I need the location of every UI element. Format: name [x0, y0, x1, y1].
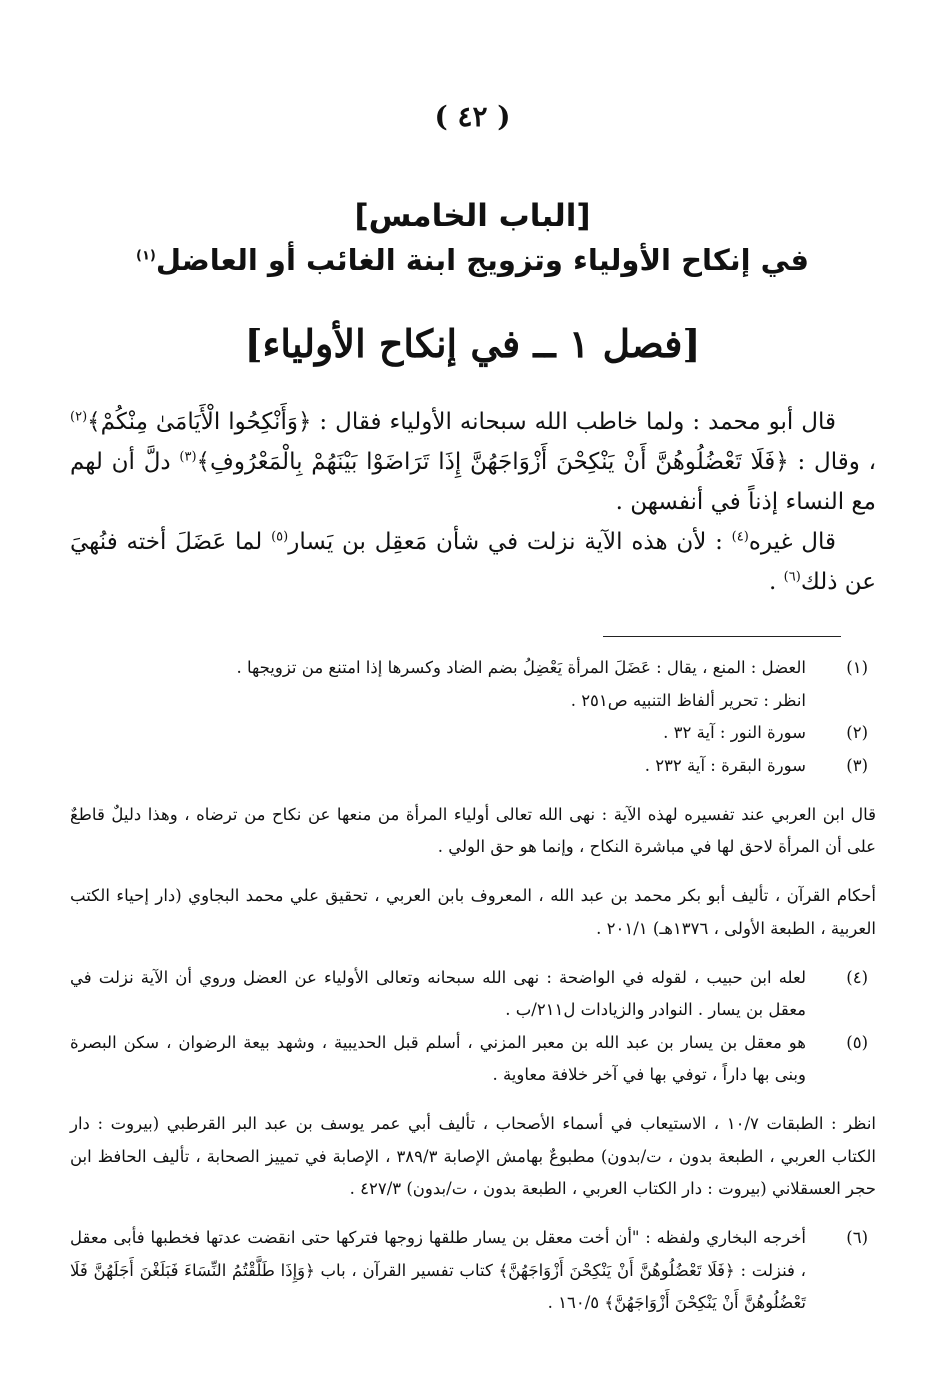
footnote — [70, 750, 876, 783]
footnote-line: أخرجه البخاري ولفظه : "أن أخت معقل بن يسار طلقها زوجها فتركها حتى انقضت عدتها فخطبها فأبى معقل ، فنزلت : ﴿فَلَا تَعْضُلُوهُنَّ أَنْ يَنْكِحْنَ أَزْوَاجَهُنَّ﴾ كتاب تفسير القرآن ، باب ﴿وَإِذَا طَلَّقْتُمُ النِّسَاءَ فَبَلَغْنَ أَجَلَهُنَّ فَلَا تَعْضُلُوهُنَّ أَنْ يَنْكِحْنَ أَزْوَاجَهُنَّ﴾ ١٦٠/٥ . — [70, 1228, 806, 1312]
footnote-number: (٢) — [846, 723, 868, 742]
footnote-number: (٦) — [846, 1228, 868, 1247]
footnote-continuation — [70, 1108, 876, 1206]
footnote-line: هو معقل بن يسار بن عبد الله بن معبر المزني ، أسلم قبل الحديبية ، وشهد بيعة الرضوان ، سكن البصرة وبنى بها داراً ، توفي بها في آخر خلافة معاوية . — [70, 1032, 806, 1084]
paragraph-text: دلَّ أن لهم مع النساء إذناً في أنفسهن . — [70, 449, 876, 515]
footnote-line: سورة النور : آية ٣٢ . — [663, 723, 806, 742]
footnote — [70, 1027, 876, 1092]
footnote-ref: (٥) — [271, 529, 289, 545]
page-number: ( ٤٢ ) — [434, 100, 511, 133]
footnote-continuation — [70, 799, 876, 946]
footnote — [70, 962, 876, 1027]
footnote-line: سورة البقرة : آية ٢٣٢ . — [644, 755, 806, 775]
footnote-body — [70, 717, 806, 750]
footnote-number: (١) — [846, 658, 868, 677]
footnote-separator — [603, 636, 841, 637]
footnote-line: قال ابن العربي عند تفسيره لهذه الآية : نهى الله تعالى أولياء المرأة من منعها عن نكاح من ترضاه ، وهذا دليلٌ قاطعٌ على أن المرأة لاحق لها في مباشرة النكاح ، وإنما هو حق الولي . — [70, 804, 876, 856]
chapter-subtitle — [40, 238, 905, 282]
footnote-ref: (٣) — [179, 449, 197, 465]
footnote-number: (٥) — [846, 1032, 868, 1052]
footnote-ref: (٤) — [731, 529, 749, 545]
footnote — [70, 717, 876, 750]
footnote-line: أحكام القرآن ، تأليف أبو بكر محمد بن عبد الله ، المعروف بابن العربي ، تحقيق علي محمد البجاوي (دار إحياء الكتب العربية ، الطبعة الأولى ، ١٣٧٦هـ) ٢٠١/١ . — [70, 886, 876, 938]
paragraph — [70, 402, 876, 522]
footnote-ref: (١) — [136, 248, 156, 264]
footnote-body — [70, 1027, 806, 1092]
footnote-line: انظر : الطبقات ١٠/٧ ، الاستيعاب في أسماء الأصحاب ، تأليف أبي عمر يوسف بن عبد البر القرطبي (بيروت : دار الكتاب العربي ، الطبعة بدون ، ت/بدون) مطبوعٌ بهامش الإصابة ٣٨٩/٣ ، الإصابة في تمييز الصحابة ، تأليف الحافظ ابن حجر العسقلاني (بيروت : دار الكتاب العربي ، الطبعة بدون ، ت/بدون) ٤٢٧/٣ . — [70, 1114, 876, 1198]
section-title: [فصل ١ ــ في إنكاح الأولياء] — [244, 321, 701, 366]
footnote-body — [70, 1222, 806, 1320]
footnote-body — [70, 962, 806, 1027]
footnote-number: (٤) — [846, 967, 868, 987]
paragraph-text: لما عَضَلَ أخته فنُهيَ عن ذلك — [70, 529, 876, 595]
footnote-line: العضل : المنع ، يقال : عَضَلَ المرأة يَعْضِلُ بضم الضاد وكسرها إذا امتنع من تزويجها . — [236, 658, 806, 677]
paragraph — [70, 522, 876, 602]
footnote-body — [70, 652, 806, 717]
chapter-subtitle-text: في إنكاح الأولياء وتزويج ابنة الغائب أو العاضل — [155, 243, 809, 277]
paragraph-text: . — [769, 569, 784, 595]
footnote-body — [70, 750, 806, 783]
paragraph-text: ، وقال : ﴿فَلَا تَعْضُلُوهُنَّ أَنْ يَنْكِحْنَ أَزْوَاجَهُنَّ إِذَا تَرَاضَوْا بَيْنَهُمْ بِالْمَعْرُوفِ﴾ — [196, 449, 876, 475]
main-text — [70, 402, 876, 602]
footnote — [70, 1222, 876, 1320]
footnotes — [70, 652, 876, 1320]
footnote-ref: (٦) — [783, 569, 801, 585]
footnote-ref: (٢) — [70, 409, 88, 425]
footnote — [70, 652, 876, 717]
footnote-line: لعله ابن حبيب ، لقوله في الواضحة : نهى الله سبحانه وتعالى الأولياء عن العضل وروي أن الآية نزلت في معقل بن يسار . النوادر والزيادات ل٢١١/ب . — [70, 967, 806, 1019]
paragraph-text: قال أبو محمد : ولما خاطب الله سبحانه الأولياء فقال : ﴿وَأَنْكِحُوا الْأَيَامَىٰ مِنْكُمْ﴾ — [87, 409, 836, 435]
paragraph-text: : لأن هذه الآية نزلت في شأن مَعقِل بن يَسار — [288, 529, 732, 555]
footnote-number: (٣) — [846, 755, 868, 775]
footnote-line: انظر : تحرير ألفاظ التنبيه ص٢٥١ . — [570, 690, 806, 710]
paragraph-text: قال غيره — [748, 529, 837, 555]
chapter-title: [الباب الخامس] — [354, 198, 591, 234]
